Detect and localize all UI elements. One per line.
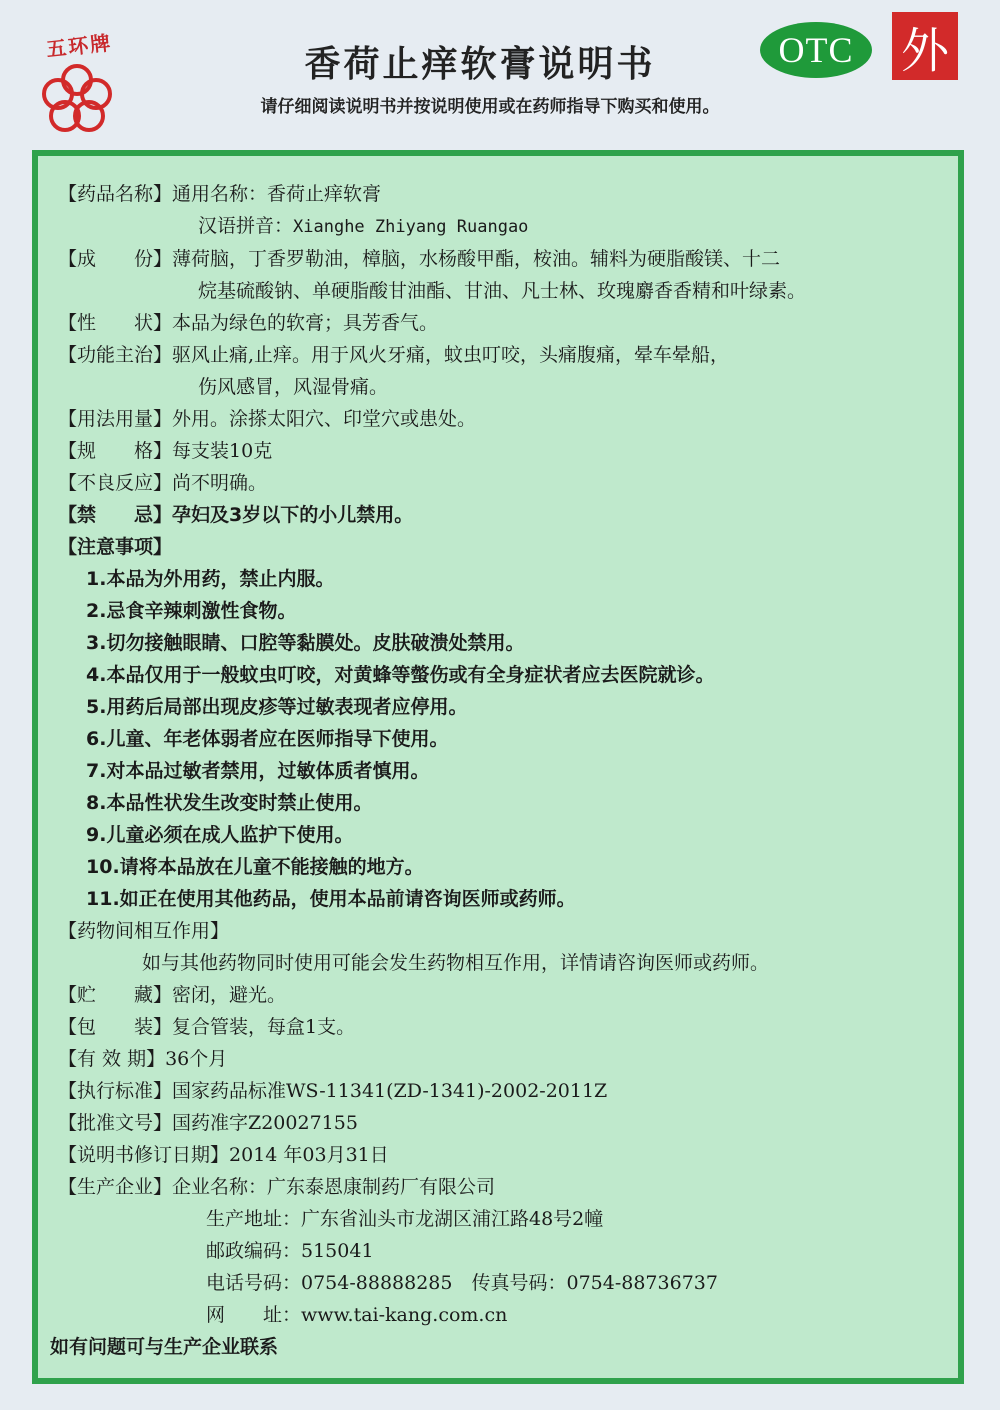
usage-text: 外用。涂搽太阳穴、印堂穴或患处。 bbox=[172, 408, 477, 430]
interaction-label: 【药物间相互作用】 bbox=[58, 920, 230, 942]
storage-row bbox=[58, 979, 948, 1011]
note-item: 9.儿童必须在成人监护下使用。 bbox=[86, 824, 354, 846]
revised-text: 2014 年03月31日 bbox=[229, 1144, 389, 1166]
package-text: 复合管装，每盒1支。 bbox=[172, 1016, 356, 1038]
external-use-badge: 外 bbox=[892, 12, 958, 80]
ingredients-row bbox=[58, 243, 948, 275]
note-item: 5.用药后局部出现皮疹等过敏表现者应停用。 bbox=[86, 696, 468, 718]
properties-text: 本品为绿色的软膏；具芳香气。 bbox=[172, 312, 439, 334]
manufacturer-name: 企业名称：广东泰恩康制药厂有限公司 bbox=[172, 1176, 496, 1198]
spec-row bbox=[58, 435, 948, 467]
storage-label: 【贮 藏】 bbox=[58, 984, 173, 1006]
indications-label: 【功能主治】 bbox=[58, 344, 173, 366]
note-item: 3.切勿接触眼睛、口腔等黏膜处。皮肤破溃处禁用。 bbox=[86, 632, 525, 654]
adverse-text: 尚不明确。 bbox=[172, 472, 268, 494]
indications-line-1: 驱风止痛,止痒。用于风火牙痛，蚊虫叮咬，头痛腹痛，晕车晕船， bbox=[172, 344, 730, 366]
revised-row bbox=[58, 1139, 948, 1171]
manufacturer-address: 生产地址：广东省汕头市龙湖区浦江路48号2幢 bbox=[206, 1208, 604, 1230]
ingredients-line-2: 烷基硫酸钠、单硬脂酸甘油酯、甘油、凡士林、玫瑰麝香香精和叶绿素。 bbox=[198, 280, 807, 302]
usage-label: 【用法用量】 bbox=[58, 408, 173, 430]
note-item: 6.儿童、年老体弱者应在医师指导下使用。 bbox=[86, 728, 449, 750]
note-item: 1.本品为外用药，禁止内服。 bbox=[86, 568, 335, 590]
ingredients-label: 【成 份】 bbox=[58, 248, 173, 270]
validity-text: 36个月 bbox=[165, 1048, 228, 1070]
spec-text: 每支装10克 bbox=[172, 440, 273, 462]
note-item: 10.请将本品放在儿童不能接触的地方。 bbox=[86, 856, 424, 878]
storage-text: 密闭，避光。 bbox=[172, 984, 287, 1006]
notes-label: 【注意事项】 bbox=[58, 536, 173, 558]
instructions-content bbox=[50, 178, 948, 1363]
approval-label: 【批准文号】 bbox=[58, 1112, 173, 1134]
properties-label: 【性 状】 bbox=[58, 312, 173, 334]
ingredients-line-1: 薄荷脑，丁香罗勒油，樟脑，水杨酸甲酯，桉油。辅料为硬脂酸镁、十二 bbox=[172, 248, 781, 270]
package-label: 【包 装】 bbox=[58, 1016, 173, 1038]
otc-badge: OTC bbox=[760, 22, 872, 78]
contraindication-row bbox=[58, 499, 948, 531]
properties-row bbox=[58, 307, 948, 339]
page-title: 香荷止痒软膏说明书 bbox=[304, 44, 656, 85]
drug-pinyin-label: 汉语拼音： bbox=[198, 215, 294, 237]
adverse-label: 【不良反应】 bbox=[58, 472, 173, 494]
revised-label: 【说明书修订日期】 bbox=[58, 1144, 230, 1166]
adverse-row bbox=[58, 467, 948, 499]
brand-name: 五环牌 bbox=[45, 30, 114, 62]
manufacturer-row bbox=[58, 1171, 948, 1203]
drug-pinyin-row bbox=[58, 210, 948, 243]
note-item: 2.忌食辛辣刺激性食物。 bbox=[86, 600, 297, 622]
note-item: 8.本品性状发生改变时禁止使用。 bbox=[86, 792, 373, 814]
five-ring-logo bbox=[30, 30, 125, 140]
spec-label: 【规 格】 bbox=[58, 440, 173, 462]
drug-pinyin: Xianghe Zhiyang Ruangao bbox=[293, 217, 529, 237]
standard-row bbox=[58, 1075, 948, 1107]
standard-label: 【执行标准】 bbox=[58, 1080, 173, 1102]
note-item: 11.如正在使用其他药品，使用本品前请咨询医师或药师。 bbox=[86, 888, 576, 910]
contact-footer: 如有问题可与生产企业联系 bbox=[50, 1336, 279, 1358]
interaction-text: 如与其他药物同时使用可能会发生药物相互作用，详情请咨询医师或药师。 bbox=[142, 952, 770, 974]
indications-line-2: 伤风感冒，风湿骨痛。 bbox=[198, 376, 389, 398]
drug-name-label: 【药品名称】 bbox=[58, 183, 173, 205]
drug-name-row bbox=[58, 178, 948, 210]
validity-label: 【有 效 期】 bbox=[58, 1048, 166, 1070]
contraindication-label: 【禁 忌】 bbox=[58, 504, 173, 526]
note-item: 7.对本品过敏者禁用，过敏体质者慎用。 bbox=[86, 760, 430, 782]
standard-text: 国家药品标准WS-11341(ZD-1341)-2002-2011Z bbox=[172, 1080, 608, 1102]
validity-row bbox=[58, 1043, 948, 1075]
instructions-panel bbox=[32, 150, 964, 1384]
contraindication-text: 孕妇及3岁以下的小儿禁用。 bbox=[172, 504, 414, 526]
page-subtitle: 请仔细阅读说明书并按说明使用或在药师指导下购买和使用。 bbox=[260, 97, 720, 117]
note-item: 4.本品仅用于一般蚊虫叮咬，对黄蜂等螫伤或有全身症状者应去医院就诊。 bbox=[86, 664, 715, 686]
manufacturer-phone-fax: 电话号码：0754-88888285 传真号码：0754-88736737 bbox=[206, 1272, 718, 1294]
manufacturer-label: 【生产企业】 bbox=[58, 1176, 173, 1198]
manufacturer-postcode: 邮政编码：515041 bbox=[206, 1240, 374, 1262]
usage-row bbox=[58, 403, 948, 435]
package-row bbox=[58, 1011, 948, 1043]
drug-generic-name: 通用名称：香荷止痒软膏 bbox=[172, 183, 382, 205]
manufacturer-website: 网 址：www.tai-kang.com.cn bbox=[206, 1304, 508, 1326]
approval-text: 国药准字Z20027155 bbox=[172, 1112, 358, 1134]
indications-row bbox=[58, 339, 948, 371]
approval-row bbox=[58, 1107, 948, 1139]
